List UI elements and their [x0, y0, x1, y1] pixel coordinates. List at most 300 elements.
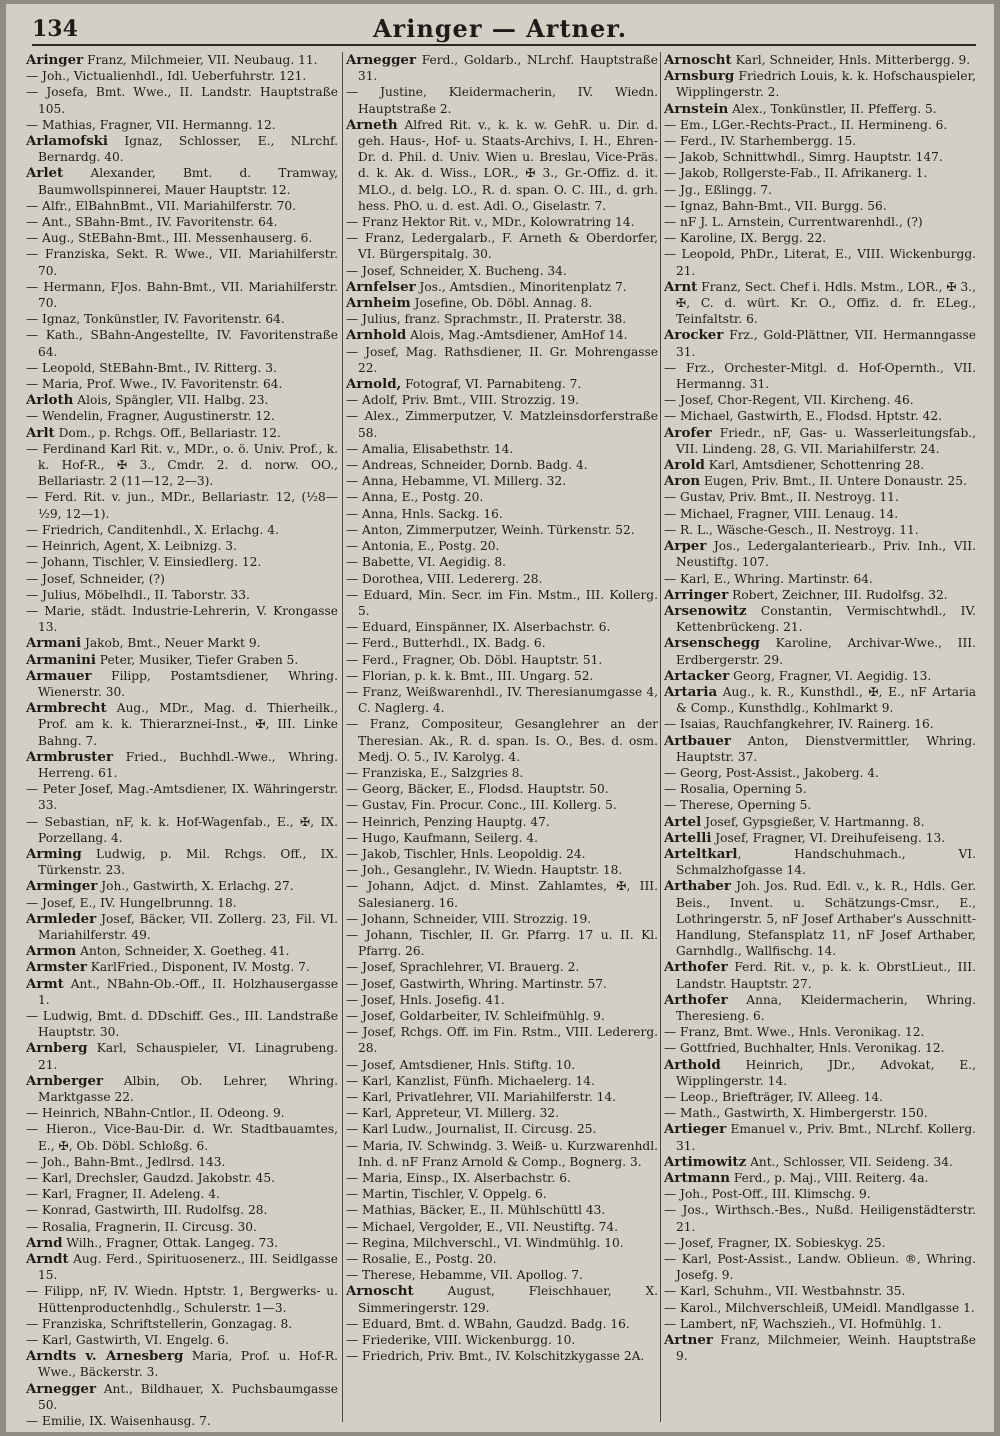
- directory-entry: [346, 1008, 658, 1024]
- entry-text: — Justine, Kleidermacherin, IV. Wiedn. Hauptstraße 2.: [346, 85, 658, 116]
- directory-entry: [346, 1170, 658, 1186]
- directory-entry: [346, 1332, 658, 1348]
- entry-text: — Julius, franz. Sprachmstr., II. Praterstr. 38.: [346, 312, 627, 327]
- entry-surname: Armbruster: [26, 748, 114, 765]
- entry-text: — Franz, Weißwarenhdl., IV. Theresianumgasse 4, C. Naglerg. 4.: [346, 684, 658, 716]
- entry-text: — Jakob, Rollgerste-Fab., II. Afrikanerg. 1.: [664, 166, 928, 181]
- directory-entry: [26, 603, 338, 635]
- directory-entry: [26, 1154, 338, 1170]
- entry-text: — Jos., Wirthsch.-Bes., Nußd. Heiligenstädterstr. 21.: [664, 1203, 976, 1234]
- directory-entry: [664, 165, 976, 181]
- entry-text: Emanuel v., Priv. Bmt., NLrchf. Kollerg. 31.: [676, 1122, 976, 1153]
- entry-text: — Jakob, Schnittwhdl., Simrg. Hauptstr. 147.: [664, 150, 943, 165]
- entry-text: Albin, Ob. Lehrer, Whring. Marktgasse 22.: [38, 1073, 338, 1104]
- directory-entry: [664, 733, 976, 765]
- entry-surname: Arnd: [26, 1234, 63, 1251]
- entry-text: — Isaias, Rauchfangkehrer, IV. Rainerg. 16.: [664, 717, 934, 732]
- entry-text: Josef, Fragner, VI. Dreihufeiseng. 13.: [711, 830, 946, 845]
- entry-text: — Georg, Post-Assist., Jakoberg. 4.: [664, 765, 879, 780]
- entry-text: Jos., Amtsdien., Minoritenplatz 7.: [415, 279, 627, 294]
- entry-text: Alois, Spängler, VII. Halbg. 23.: [73, 393, 269, 408]
- entry-surname: Artmann: [664, 1170, 730, 1187]
- entry-text: — Johann, Tischler, II. Gr. Pfarrg. 17 u. II. Kl. Pfarrg. 26.: [346, 927, 658, 959]
- directory-entry: [664, 1186, 976, 1202]
- directory-entry: [26, 911, 338, 943]
- directory-entry: [26, 554, 338, 570]
- entry-text: Jos., Ledergalanteriearb., Priv. Inh., VII. Neustiftg. 107.: [676, 539, 976, 570]
- directory-entry: [346, 263, 658, 279]
- directory-entry: [26, 1235, 338, 1251]
- entry-text: Ant., NBahn-Ob.-Off., II. Holzhausergasse 1.: [38, 976, 338, 1007]
- running-title: Aringer — Artner.: [372, 14, 628, 43]
- directory-entry: [346, 619, 658, 635]
- entry-text: Ant., Bildhauer, X. Puchsbaumgasse 50.: [38, 1381, 338, 1412]
- entry-text: Wilh., Fragner, Ottak. Langeg. 73.: [62, 1235, 278, 1250]
- entry-text: — Regina, Milchverschl., VI. Windmühlg. 10.: [346, 1235, 624, 1250]
- entry-text: — Friederike, VIII. Wickenburgg. 10.: [346, 1333, 576, 1348]
- directory-entry: [664, 489, 976, 505]
- directory-entry: [664, 360, 976, 392]
- directory-entry: [664, 101, 976, 117]
- entry-surname: Artner: [664, 1332, 713, 1349]
- entry-text: — Konrad, Gastwirth, III. Rudolfsg. 28.: [26, 1203, 268, 1218]
- directory-entry: [346, 911, 658, 927]
- directory-entry: [664, 587, 976, 603]
- entry-surname: Arthofer: [664, 991, 728, 1008]
- entry-surname: Armon: [26, 943, 77, 960]
- entry-text: — Filipp, nF, IV. Wiedn. Hptstr. 1, Bergwerks- u. Hüttenproductenhdlg., Schulerstr. 1—3.: [26, 1284, 338, 1315]
- entry-text: — Florian, p. k. k. Bmt., III. Ungarg. 52.: [346, 668, 594, 683]
- directory-entry: [346, 1057, 658, 1073]
- directory-entry: [346, 846, 658, 862]
- directory-entry: [26, 959, 338, 975]
- entry-text: Dom., p. Rchgs. Off., Bellariastr. 12.: [54, 425, 281, 440]
- directory-entry: [346, 1348, 658, 1364]
- directory-entry: [346, 538, 658, 554]
- entry-surname: Arlet: [26, 165, 64, 182]
- entry-surname: Artbauer: [664, 732, 731, 749]
- entry-text: Ant., Schlosser, VII. Seideng. 34.: [746, 1154, 953, 1169]
- directory-entry: [346, 344, 658, 376]
- entry-text: — Karl, Schuhm., VII. Westbahnstr. 35.: [664, 1284, 906, 1299]
- directory-entry: [346, 814, 658, 830]
- entry-text: Jakob, Bmt., Neuer Markt 9.: [81, 636, 261, 651]
- entry-surname: Arthaber: [664, 878, 731, 895]
- entry-text: — Maria, Prof. Wwe., IV. Favoritenstr. 64.: [26, 377, 283, 392]
- directory-entry: [346, 230, 658, 262]
- directory-entry: [26, 489, 338, 521]
- entry-surname: Arnt: [664, 278, 698, 295]
- entry-surname: Arringer: [664, 586, 729, 603]
- entry-text: — Jg., Eßlingg. 7.: [664, 182, 773, 197]
- directory-entry: [664, 457, 976, 473]
- directory-entry: [26, 1040, 338, 1072]
- entry-text: Georg, Fragner, VI. Aegidig. 13.: [729, 668, 932, 683]
- directory-entry: [26, 1283, 338, 1315]
- directory-entry: [346, 781, 658, 797]
- entry-text: — Franz, Ledergalarb., F. Arneth & Oberdorfer, VI. Bürgerspitalg. 30.: [346, 231, 658, 262]
- entry-text: — Joh., Post-Off., III. Klimschg. 9.: [664, 1187, 871, 1202]
- entry-text: — Karl, Kanzlist, Fünfh. Michaelerg. 14.: [346, 1073, 595, 1088]
- directory-entry: [346, 927, 658, 959]
- directory-entry: [664, 846, 976, 878]
- entry-surname: Arminger: [26, 878, 98, 895]
- directory-entry: [664, 878, 976, 959]
- entry-text: — Martin, Tischler, V. Oppelg. 6.: [346, 1187, 547, 1202]
- directory-entry: [346, 408, 658, 440]
- entry-text: Anton, Dienstvermittler, Whring. Hauptstr. 37.: [676, 733, 976, 764]
- entry-surname: Arnold,: [346, 376, 402, 393]
- page-header: [6, 14, 994, 44]
- entry-surname: Armbrecht: [26, 700, 107, 717]
- header-rule: [32, 44, 976, 46]
- entry-text: — Wendelin, Fragner, Augustinerstr. 12.: [26, 409, 275, 424]
- directory-entry: [664, 1024, 976, 1040]
- entry-text: — Maria, IV. Schwindg. 3. Weiß- u. Kurzwarenhdl. Inh. d. nF Franz Arnold & Comp., Bognerg. 3.: [346, 1138, 658, 1169]
- entry-text: — Hugo, Kaufmann, Seilerg. 4.: [346, 830, 539, 845]
- directory-entry: [26, 1121, 338, 1153]
- entry-text: Maria, Prof. u. Hof-R. Wwe., Bäckerstr. 3.: [38, 1349, 338, 1380]
- entry-text: — Ignaz, Tonkünstler, IV. Favoritenstr. 64.: [26, 312, 285, 327]
- directory-entry: [26, 52, 338, 68]
- entry-text: — Eduard, Einspänner, IX. Alserbachstr. 6.: [346, 620, 611, 635]
- directory-entry: [26, 1073, 338, 1105]
- entry-text: — Joh., Bahn-Bmt., Jedlrsd. 143.: [26, 1154, 226, 1169]
- entry-text: Karl, Amtsdiener, Schottenring 28.: [704, 458, 925, 473]
- entry-surname: Arnberger: [26, 1072, 104, 1089]
- directory-entry: [664, 1040, 976, 1056]
- directory-entry: [26, 895, 338, 911]
- entry-text: — Josef, Fragner, IX. Sobieskyg. 25.: [664, 1235, 886, 1250]
- entry-text: — Josef, Sprachlehrer, VI. Brauerg. 2.: [346, 960, 580, 975]
- directory-entry: [664, 765, 976, 781]
- directory-entry: [346, 1024, 658, 1056]
- directory-entry: [346, 1235, 658, 1251]
- entry-surname: Arofer: [664, 424, 712, 441]
- entry-text: — Michael, Fragner, VIII. Lenaug. 14.: [664, 506, 899, 521]
- entry-surname: Arnsburg: [664, 68, 735, 85]
- directory-entry: [346, 668, 658, 684]
- directory-entry: [664, 571, 976, 587]
- directory-entry: [664, 1202, 976, 1234]
- directory-entry: [664, 814, 976, 830]
- entry-text: — Babette, VI. Aegidig. 8.: [346, 555, 507, 570]
- directory-entry: [346, 457, 658, 473]
- directory-entry: [346, 84, 658, 116]
- directory-entry: [26, 1381, 338, 1413]
- entry-text: Joh., Gastwirth, X. Erlachg. 27.: [97, 879, 294, 894]
- entry-text: — Anton, Zimmerputzer, Weinh. Türkenstr. 52.: [346, 522, 635, 537]
- entry-text: — Amalia, Elisabethstr. 14.: [346, 441, 514, 456]
- directory-entry: [26, 214, 338, 230]
- directory-entry: [346, 214, 658, 230]
- directory-entry: [346, 571, 658, 587]
- directory-entry: [664, 1089, 976, 1105]
- entry-surname: Artelli: [664, 829, 712, 846]
- directory-entry: [26, 133, 338, 165]
- directory-entry: [664, 246, 976, 278]
- directory-entry: [26, 652, 338, 668]
- entry-surname: Arndt: [26, 1251, 69, 1268]
- entry-text: — Franz Hektor Rit. v., MDr., Kolowratring 14.: [346, 215, 635, 230]
- entry-text: Peter, Musiker, Tiefer Graben 5.: [95, 652, 299, 667]
- column-divider: [342, 52, 343, 1422]
- directory-entry: [26, 1219, 338, 1235]
- entry-text: — Josef, Mag. Rathsdiener, II. Gr. Mohrengasse 22.: [346, 344, 658, 375]
- entry-surname: Armanini: [26, 651, 96, 668]
- directory-entry: [346, 652, 658, 668]
- entry-text: — Frz., Orchester-Mitgl. d. Hof-Opernth., VII. Hermanng. 31.: [664, 360, 976, 392]
- entry-text: Joh. Jos. Rud. Edl. v., k. R., Hdls. Ger. Beis., Invent. u. Schätzungs-Cmsr., E., Lothringerstr. 5, nF Josef Arthaber's Ausschnitt-Handlung, Stefansplatz 11, nF Josef Arthaber, Garnhdlg., Wallfischg. 14.: [676, 879, 976, 959]
- entry-surname: Artaria: [664, 683, 718, 700]
- directory-entry: [664, 1121, 976, 1153]
- directory-entry: [664, 522, 976, 538]
- directory-entry: [664, 538, 976, 570]
- directory-entry: [664, 52, 976, 68]
- entry-text: — Franziska, Schriftstellerin, Gonzagag. 8.: [26, 1316, 293, 1331]
- directory-entry: [346, 392, 658, 408]
- entry-surname: Arnoscht: [346, 1283, 414, 1300]
- entry-text: , Handschuhmach., VI. Schmalzhofgasse 14.: [676, 846, 976, 878]
- directory-entry: [346, 1186, 658, 1202]
- entry-surname: Armauer: [26, 667, 92, 684]
- entry-text: — R. L., Wäsche-Gesch., II. Nestroyg. 11.: [664, 522, 919, 537]
- directory-entry: [26, 1413, 338, 1428]
- entry-text: — Alfr., ElBahnBmt., VII. Mariahilferstr. 70.: [26, 198, 297, 213]
- entry-surname: Arlt: [26, 424, 55, 441]
- entry-text: — Johann, Schneider, VIII. Strozzig. 19.: [346, 911, 592, 926]
- directory-entry: [346, 554, 658, 570]
- entry-text: — Karl, Fragner, II. Adeleng. 4.: [26, 1187, 220, 1202]
- entry-surname: Aron: [664, 473, 701, 490]
- directory-entry: [26, 279, 338, 311]
- entry-text: — Adolf, Priv. Bmt., VIII. Strozzig. 19.: [346, 393, 579, 408]
- directory-entry: [26, 1348, 338, 1380]
- directory-entry: [26, 781, 338, 813]
- entry-text: — Josef, Schneider, (?): [26, 571, 165, 586]
- directory-entry: [26, 68, 338, 84]
- entry-text: — Josef, E., IV. Hungelbrunng. 18.: [26, 895, 237, 910]
- entry-surname: Arming: [26, 845, 82, 862]
- entry-text: Alexander, Bmt. d. Tramway, Baumwollspinnerei, Mauer Hauptstr. 12.: [38, 166, 338, 197]
- entry-text: — Franziska, Sekt. R. Wwe., VII. Mariahilferstr. 70.: [26, 247, 338, 278]
- directory-entry: [346, 830, 658, 846]
- directory-entry: [664, 230, 976, 246]
- entry-surname: Arteltkarl: [664, 845, 738, 862]
- entry-text: Filipp, Postamtsdiener, Whring. Wienerstr. 30.: [38, 668, 338, 699]
- directory-entry: [664, 1154, 976, 1170]
- directory-entry: [346, 117, 658, 214]
- entry-text: — Johann, Adjct. d. Minst. Zahlamtes, ✠, III. Salesianerg. 16.: [346, 879, 658, 910]
- directory-entry: [26, 246, 338, 278]
- directory-entry: [346, 506, 658, 522]
- entry-surname: Artacker: [664, 667, 730, 684]
- entry-text: — Ignaz, Bahn-Bmt., VII. Burgg. 56.: [664, 198, 887, 213]
- entry-text: — Josef, Chor-Regent, VII. Kircheng. 46.: [664, 393, 914, 408]
- entry-surname: Arnfelser: [346, 278, 416, 295]
- entry-surname: Arnegger: [346, 52, 417, 68]
- entry-text: — Karl, Gastwirth, VI. Engelg. 6.: [26, 1333, 229, 1348]
- entry-text: Constantin, Vermischtwhdl., IV. Kettenbrückeng. 21.: [676, 603, 976, 635]
- entry-text: — Eduard, Bmt. d. WBahn, Gaudzd. Badg. 16.: [346, 1316, 630, 1331]
- directory-entry: [346, 862, 658, 878]
- directory-entry: [664, 1251, 976, 1283]
- directory-entry: [26, 311, 338, 327]
- entry-text: KarlFried., Disponent, IV. Mostg. 7.: [86, 960, 310, 975]
- directory-entry: [26, 943, 338, 959]
- entry-text: — Friedrich, Priv. Bmt., IV. Kolschitzkygasse 2A.: [346, 1349, 645, 1364]
- directory-entry: [26, 635, 338, 651]
- entry-surname: Aringer: [26, 52, 84, 68]
- entry-text: — Andreas, Schneider, Dornb. Badg. 4.: [346, 458, 588, 473]
- entry-text: — nF J. L. Arnstein, Currentwarenhdl., (?): [664, 215, 923, 230]
- entry-text: Josefine, Ob. Döbl. Annag. 8.: [410, 296, 593, 311]
- entry-text: — Josefa, Bmt. Wwe., II. Landstr. Hauptstraße 105.: [26, 85, 338, 116]
- directory-entry: [26, 327, 338, 359]
- entry-text: — Mathias, Fragner, VII. Hermanng. 12.: [26, 117, 276, 132]
- directory-entry: [26, 1008, 338, 1040]
- entry-surname: Arloth: [26, 392, 74, 409]
- directory-entry: [346, 279, 658, 295]
- entry-text: — Alex., Zimmerputzer, V. Matzleinsdorferstraße 58.: [346, 409, 658, 440]
- directory-entry: [346, 587, 658, 619]
- entry-text: Ferd., p. Maj., VIII. Reiterg. 4a.: [729, 1171, 929, 1186]
- entry-surname: Arnegger: [26, 1380, 97, 1397]
- directory-entry: [346, 992, 658, 1008]
- entry-text: Alex., Tonkünstler, II. Pfefferg. 5.: [728, 101, 937, 116]
- directory-entry: [664, 1235, 976, 1251]
- directory-entry: [346, 1316, 658, 1332]
- entry-text: Franz, Sect. Chef i. Hdls. Mstm., LOR., ✠ 3., ✠, C. d. würt. Kr. O., Offiz. d. fr. ELeg., Teinfaltstr. 6.: [676, 279, 976, 327]
- entry-surname: Arnoscht: [664, 52, 732, 68]
- entry-text: — Ludwig, Bmt. d. DDschiff. Ges., III. Landstraße Hauptstr. 30.: [26, 1008, 338, 1040]
- directory-entry: [26, 425, 338, 441]
- entry-text: — Lambert, nF, Wachszieh., VI. Hofmühlg. 1.: [664, 1316, 942, 1331]
- entry-text: — Heinrich, Agent, X. Leibnizg. 3.: [26, 539, 237, 554]
- directory-entry: [664, 1057, 976, 1089]
- directory-entry: [664, 133, 976, 149]
- entry-text: Frz., Gold-Plättner, VII. Hermanngasse 31.: [676, 328, 976, 359]
- entry-text: — Karl, Drechsler, Gaudzd. Jakobstr. 45.: [26, 1171, 276, 1186]
- directory-entry: [346, 716, 658, 765]
- directory-entry: [664, 1300, 976, 1316]
- directory-entry: [26, 1186, 338, 1202]
- entry-surname: Arnhold: [346, 327, 407, 344]
- entry-text: Karoline, Archivar-Wwe., III. Erdbergerstr. 29.: [676, 636, 976, 667]
- entry-surname: Arocker: [664, 327, 724, 344]
- entry-text: — Maria, Einsp., IX. Alserbachstr. 6.: [346, 1171, 571, 1186]
- entry-text: Alfred Rit. v., k. k. w. GehR. u. Dir. d. geh. Haus-, Hof- u. Staats-Archivs, I. H., Ehren-Dr. d. Phil. d. Univ. Wien u. Breslau, Vice-Präs. d. k. Ak. d. Wiss., LOR., ✠ 3., Gr.-Offiz. d. it. MLO., d. belg. LO., R. d. span. O. C. III., d. grh. hess. PhO. u. d. est. Adl. O., Giselastr. 7.: [358, 117, 658, 213]
- directory-entry: [346, 311, 658, 327]
- entry-text: — Josef, Goldarbeiter, IV. Schleifmühlg. 9.: [346, 1008, 605, 1023]
- directory-entry: [26, 571, 338, 587]
- directory-entry: [664, 149, 976, 165]
- entry-text: — Therese, Hebamme, VII. Apollog. 7.: [346, 1268, 583, 1283]
- directory-entry: [664, 473, 976, 489]
- entry-text: — Ferdinand Karl Rit. v., MDr., o. ö. Univ. Prof., k. k. Hof-R., ✠ 3., Cmdr. 2. d. norw. OO., Bellariastr. 2 (11—12, 2—3).: [26, 441, 338, 489]
- directory-page: [6, 4, 994, 1432]
- directory-entry: [26, 1202, 338, 1218]
- entry-text: — Marie, städt. Industrie-Lehrerin, V. Krongasse 13.: [26, 603, 338, 635]
- directory-entry: [664, 603, 976, 635]
- entry-text: — Johann, Tischler, V. Einsiedlerg. 12.: [26, 555, 262, 570]
- entry-text: — Gottfried, Buchhalter, Hnls. Veronikag. 12.: [664, 1041, 945, 1056]
- entry-text: Karl, Schauspieler, VI. Linagrubeng. 21.: [38, 1041, 338, 1072]
- entry-text: — Karl, Privatlehrer, VII. Mariahilferstr. 14.: [346, 1090, 616, 1104]
- entry-surname: Arsenowitz: [664, 602, 747, 619]
- directory-entry: [26, 976, 338, 1008]
- directory-entry: [346, 878, 658, 910]
- entry-text: — Karol., Milchverschleiß, UMeidl. Mandlgasse 1.: [664, 1300, 975, 1315]
- entry-text: — Josef, Schneider, X. Bucheng. 34.: [346, 263, 567, 278]
- directory-entry: [26, 1105, 338, 1121]
- entry-text: — Gustav, Priv. Bmt., II. Nestroyg. 11.: [664, 490, 899, 505]
- directory-entry: [664, 198, 976, 214]
- directory-entry: [664, 327, 976, 359]
- column-1: [26, 52, 338, 1428]
- entry-text: — Anna, Hebamme, VI. Millerg. 32.: [346, 474, 567, 489]
- directory-entry: [346, 765, 658, 781]
- entry-text: — Hermann, FJos. Bahn-Bmt., VII. Mariahilferstr. 70.: [26, 279, 338, 311]
- entry-text: — Jakob, Tischler, Hnls. Leopoldig. 24.: [346, 846, 586, 861]
- directory-entry: [664, 392, 976, 408]
- directory-entry: [346, 1202, 658, 1218]
- entry-text: — Karl, Post-Assist., Landw. Oblieun. ®, Whring. Josefg. 9.: [664, 1252, 976, 1283]
- entry-surname: Armani: [26, 635, 82, 652]
- entry-surname: Arnberg: [26, 1040, 88, 1057]
- directory-entry: [26, 198, 338, 214]
- entry-text: Fotograf, VI. Parnabiteng. 7.: [401, 377, 582, 392]
- directory-entry: [26, 408, 338, 424]
- directory-entry: [664, 1316, 976, 1332]
- directory-entry: [26, 1316, 338, 1332]
- entry-surname: Arper: [664, 538, 707, 555]
- directory-entry: [346, 1073, 658, 1089]
- directory-entry: [26, 84, 338, 116]
- entry-text: — Therese, Operning 5.: [664, 798, 812, 813]
- entry-text: — Anna, Hnls. Sackg. 16.: [346, 506, 503, 521]
- entry-text: Josef, Bäcker, VII. Zollerg. 23, Fil. VI. Mariahilferstr. 49.: [38, 911, 338, 942]
- directory-entry: [346, 1283, 658, 1315]
- entry-text: Eugen, Priv. Bmt., II. Untere Donaustr. 25.: [700, 474, 967, 489]
- directory-entry: [664, 1170, 976, 1186]
- directory-entry: [664, 117, 976, 133]
- entry-text: — Ferd., Fragner, Ob. Döbl. Hauptstr. 51.: [346, 652, 603, 667]
- directory-entry: [26, 587, 338, 603]
- entry-text: — Dorothea, VIII. Ledererg. 28.: [346, 571, 543, 586]
- directory-entry: [346, 1251, 658, 1267]
- entry-text: Ferd. Rit. v., p. k. k. ObrstLieut., III. Landstr. Hauptstr. 27.: [676, 960, 976, 991]
- entry-text: — Mathias, Bäcker, E., II. Mühlschüttl 43.: [346, 1203, 606, 1218]
- directory-entry: [664, 1332, 976, 1364]
- directory-entry: [26, 165, 338, 197]
- directory-entry: [346, 959, 658, 975]
- directory-entry: [664, 279, 976, 328]
- entry-text: Franz, Milchmeier, Weinh. Hauptstraße 9.: [676, 1333, 976, 1364]
- entry-text: — Michael, Gastwirth, E., Flodsd. Hptstr. 42.: [664, 409, 942, 424]
- entry-text: Aug. Ferd., Spirituosenerz., III. Seidlgasse 15.: [38, 1252, 338, 1283]
- directory-entry: [346, 1138, 658, 1170]
- directory-entry: [346, 441, 658, 457]
- entry-surname: Armt: [26, 975, 64, 992]
- directory-entry: [26, 749, 338, 781]
- entry-text: — Gustav, Fin. Procur. Conc., III. Kollerg. 5.: [346, 798, 617, 813]
- entry-text: — Peter Josef, Mag.-Amtsdiener, IX. Währingerstr. 33.: [26, 782, 338, 813]
- directory-entry: [346, 489, 658, 505]
- directory-entry: [26, 846, 338, 878]
- directory-entry: [346, 376, 658, 392]
- directory-entry: [26, 441, 338, 490]
